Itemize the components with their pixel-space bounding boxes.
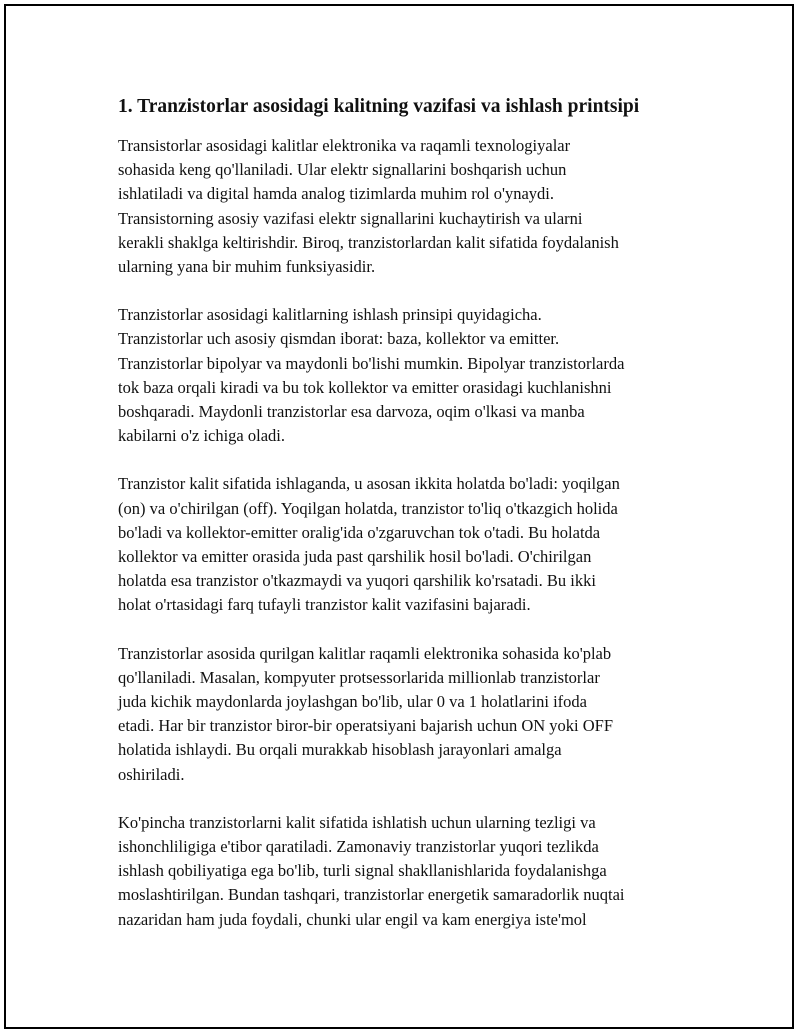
paragraph-line: Tranzistorlar bipolyar va maydonli bo'lishi mumkin. Bipolyar tranzistorlarda [118, 353, 625, 373]
paragraph-3 [118, 472, 693, 617]
paragraph-line: (on) va o'chirilgan (off). Yoqilgan holatda, tranzistor to'liq o'tkazgich holida [118, 498, 618, 518]
paragraph-line: Tranzistor kalit sifatida ishlaganda, u asosan ikkita holatda bo'ladi: yoqilgan [118, 474, 620, 494]
paragraph-line: ishonchliligiga e'tibor qaratiladi. Zamonaviy tranzistorlar yuqori tezlikda [118, 837, 599, 857]
paragraph-line: holatida ishlaydi. Bu orqali murakkab hisoblash jarayonlari amalga [118, 740, 562, 760]
paragraph-line: juda kichik maydonlarda joylashgan bo'lib, ular 0 va 1 holatlarini ifoda [118, 692, 587, 712]
paragraph-line: kerakli shaklga keltirishdir. Biroq, tranzistorlardan kalit sifatida foydalanish [118, 232, 619, 252]
paragraph-line: Tranzistorlar asosidagi kalitlarning ishlash prinsipi quyidagicha. [118, 305, 542, 325]
paragraph-line: Ko'pincha tranzistorlarni kalit sifatida ishlatish uchun ularning tezligi va [118, 812, 596, 832]
paragraph-line: nazaridan ham juda foydali, chunki ular engil va kam energiya iste'mol [118, 909, 587, 929]
paragraph-line: Transistorlar asosidagi kalitlar elektronika va raqamli texnologiyalar [118, 136, 571, 155]
paragraph-line: tok baza orqali kiradi va bu tok kollektor va emitter orasidagi kuchlanishni [118, 377, 612, 397]
paragraph-2 [118, 303, 693, 448]
paragraph-line: oshiriladi. [118, 764, 185, 784]
paragraph-line: ishlash qobiliyatiga ega bo'lib, turli signal shakllanishlarida foydalanishga [118, 861, 607, 881]
paragraph-line: holatda esa tranzistor o'tkazmaydi va yuqori qarshilik ko'rsatadi. Bu ikki [118, 571, 596, 591]
paragraph-4 [118, 642, 693, 787]
paragraph-line: kollektor va emitter orasida juda past qarshilik hosil bo'ladi. O'chirilgan [118, 547, 592, 567]
section-heading: 1. Tranzistorlar asosidagi kalitning vazifasi va ishlash printsipi [118, 96, 640, 117]
paragraph-line: moslashtirilgan. Bundan tashqari, tranzistorlar energetik samaradorlik nuqtai [118, 885, 625, 905]
paragraph-line: etadi. Har bir tranzistor biror-bir operatsiyani bajarish uchun ON yoki OFF [118, 716, 614, 736]
paragraph-line: boshqaradi. Maydonli tranzistorlar esa darvoza, oqim o'lkasi va manba [118, 402, 585, 422]
paragraph-line: qo'llaniladi. Masalan, kompyuter protsessorlarida millionlab tranzistorlar [118, 667, 600, 687]
paragraph-1 [118, 134, 693, 279]
paragraph-line: holat o'rtasidagi farq tufayli tranzistor kalit vazifasini bajaradi. [118, 595, 531, 615]
paragraph-line: ularning yana bir muhim funksiyasidir. [118, 257, 376, 277]
paragraph-line: Transistorning asosiy vazifasi elektr signallarini kuchaytirish va ularni [118, 208, 583, 228]
paragraph-line: kabilarni o'z ichiga oladi. [118, 426, 285, 446]
paragraph-line: Tranzistorlar asosida qurilgan kalitlar raqamli elektronika sohasida ko'plab [118, 643, 612, 663]
paragraph-line: bo'ladi va kollektor-emitter oralig'ida o'zgaruvchan tok o'tadi. Bu holatda [118, 522, 601, 542]
paragraph-5 [118, 811, 693, 932]
paragraph-line: Tranzistorlar uch asosiy qismdan iborat: baza, kollektor va emitter. [118, 329, 560, 349]
paragraph-line: ishlatiladi va digital hamda analog tizimlarda muhim rol o'ynaydi. [118, 184, 554, 204]
paragraph-line: sohasida keng qo'llaniladi. Ular elektr signallarini boshqarish uchun [118, 160, 567, 180]
document-body [118, 94, 693, 956]
